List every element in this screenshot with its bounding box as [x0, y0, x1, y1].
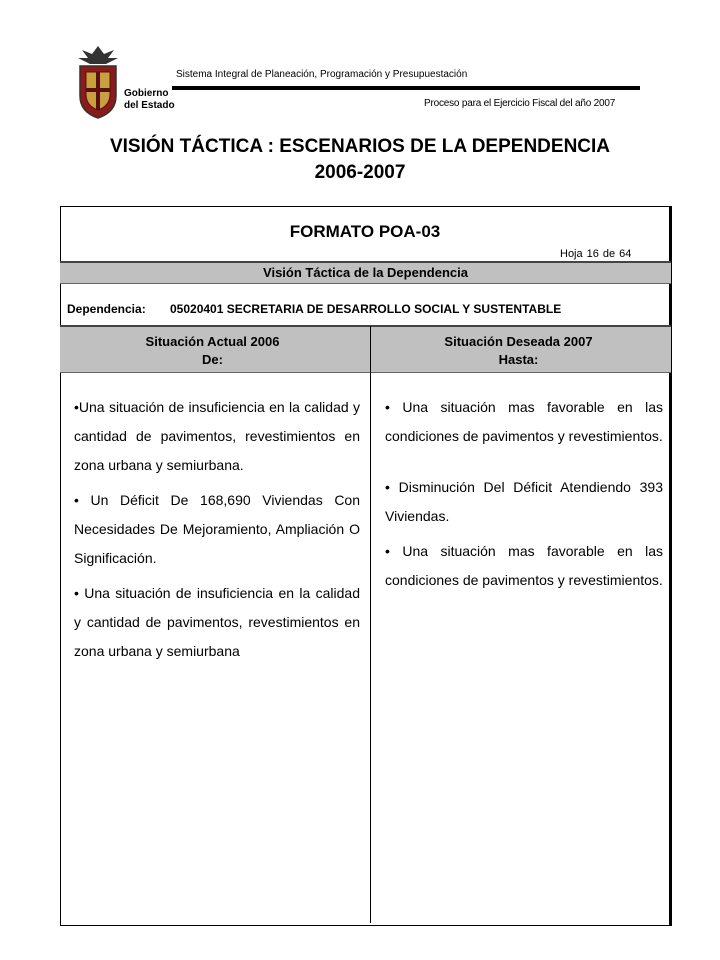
current-situation-list [74, 393, 360, 672]
desired-situation-header: Situación Deseada 2007 Hasta: [444, 334, 593, 367]
process-label: Proceso para el Ejercicio Fiscal del año 2007 [424, 98, 616, 109]
header-rule [172, 86, 640, 90]
form-name: FORMATO POA-03 [289, 222, 441, 241]
column-divider [370, 326, 371, 923]
section-title: Visión Táctica de la Dependencia [263, 265, 468, 280]
section-title-bar [60, 261, 671, 284]
list-item: • Una situación mas favorable en las condiciones de pavimentos y revestimientos. [385, 399, 663, 444]
list-item: • Un Déficit De 168,690 Viviendas Con Necesidades De Mejoramiento, Ampliación O Significación. [74, 492, 360, 566]
page-title: VISIÓN TÁCTICA : ESCENARIOS DE LA DEPENDENCIA [109, 136, 611, 157]
state-seal-logo [74, 44, 122, 120]
list-item: • Una situación mas favorable en las condiciones de pavimentos y revestimientos. [385, 543, 663, 588]
list-item: •Una situación de insuficiencia en la calidad y cantidad de pavimentos, revestimientos en zona urbana y semiurbana. [74, 399, 360, 473]
system-name: Sistema Integral de Planeación, Programación y Presupuestación [176, 69, 468, 80]
frame-right-edge [669, 206, 671, 926]
list-item: • Disminución Del Déficit Atendiendo 393 Viviendas. [385, 479, 663, 524]
government-label: Gobierno del Estado [124, 88, 175, 111]
sheet-indicator: Hoja 16 de 64 [560, 248, 632, 260]
page-title-years: 2006-2007 [314, 162, 406, 183]
dependency-label: Dependencia: [67, 302, 146, 316]
list-item: • Una situación de insuficiencia en la calidad y cantidad de pavimentos, revestimientos en zona urbana y semiurbana [74, 585, 360, 659]
desired-situation-list [385, 393, 663, 601]
dependency-value: 05020401 SECRETARIA DE DESARROLLO SOCIAL Y SUSTENTABLE [170, 302, 562, 316]
column-header-bar [60, 325, 671, 373]
current-situation-header: Situación Actual 2006 De: [145, 334, 280, 367]
